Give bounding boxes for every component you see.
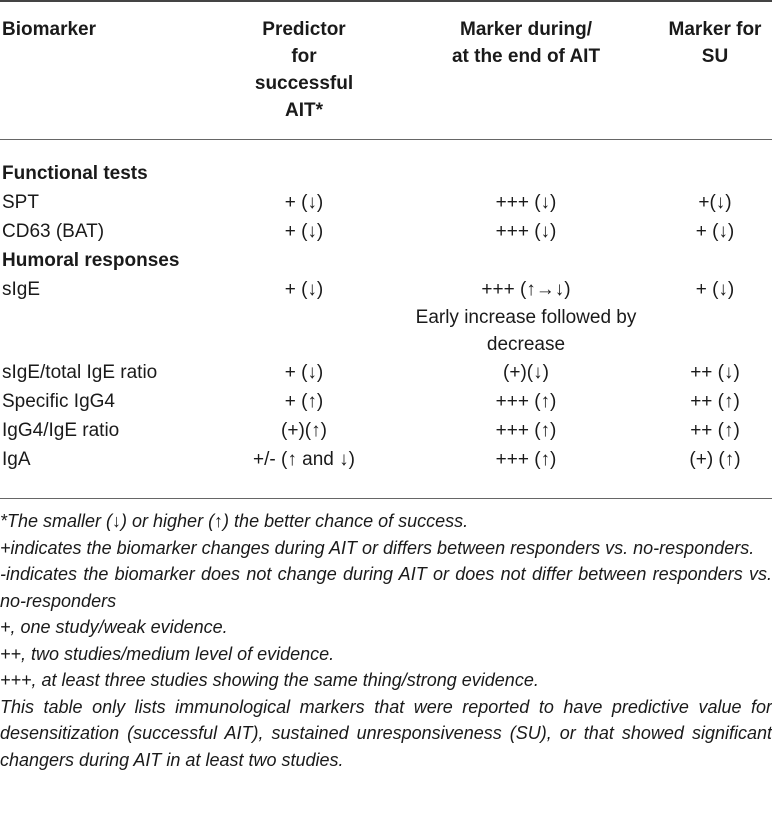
predictor-value: + (↓) [284,221,324,242]
su-value: ++ (↑) [690,391,740,412]
during-value: +++ (↑) [495,420,557,441]
biomarker-name: Specific IgG4 [2,391,115,412]
biomarker-name: CD63 (BAT) [2,221,105,242]
during-value: +++ (↓) [495,221,557,242]
during-value: (+)(↓) [503,362,549,383]
predictor-value: + (↓) [284,279,324,300]
biomarker-name: IgG4/IgE ratio [2,420,120,441]
su-value: + (↓) [695,221,735,242]
during-value [394,275,658,358]
su-value: +(↓) [698,192,732,213]
su-value: ++ (↑) [690,420,740,441]
footnote: ++, two studies/medium level of evidence. [0,643,335,664]
predictor-value: (+)(↑) [281,420,327,441]
section-title: Humoral responses [2,250,180,271]
header-marker-during: Marker during/ at the end of AIT [451,19,601,67]
footnote: +indicates the biomarker changes during AIT or differs between responders vs. no-responders. [0,537,755,558]
during-value: +++ (↑) [495,391,557,412]
biomarker-name: SPT [2,192,39,213]
biomarker-name: sIgE [2,279,41,300]
table-row [0,416,772,445]
biomarker-name: IgA [2,449,31,470]
footnote: *The smaller (↓) or higher (↑) the better chance of success. [0,511,469,531]
predictor-value: + (↓) [284,192,324,213]
header-row [0,0,772,139]
section-row [0,139,772,188]
footnote: +++, at least three studies showing the same thing/strong evidence. [0,670,539,690]
section-row [0,246,772,275]
header-marker-su: Marker for SU [668,19,762,67]
footnote: -indicates the biomarker does not change during AIT or does not differ between responders vs. no-responders [0,564,772,611]
footnote: +, one study/weak evidence. [0,617,228,637]
during-value: +++ (↑) [495,449,557,470]
predictor-value: + (↓) [284,362,324,383]
during-value-text: +++ (↑→↓) [481,279,571,300]
table-row [0,275,772,358]
during-note: Early increase followed by decrease [415,307,637,355]
section-title: Functional tests [2,163,148,184]
footnote: This table only lists immunological markers that were reported to have predictive value for desensitization (successful AIT), sustained unresponsiveness (SU), or that showed significant changers during AIT in at least two studies. [0,696,772,770]
header-predictor: Predictor for successful AIT* [254,19,354,121]
su-value: + (↓) [695,279,735,300]
table-row [0,445,772,474]
su-value: (+) (↑) [689,449,741,470]
table-row [0,358,772,387]
predictor-value: +/- (↑ and ↓) [253,449,355,470]
table-row [0,217,772,246]
table-row [0,387,772,416]
table-footnotes [0,508,772,773]
table-bottom-rule [0,498,772,499]
su-value: ++ (↓) [690,362,740,383]
header-biomarker: Biomarker [2,19,96,40]
biomarker-name: sIgE/total IgE ratio [2,362,158,383]
predictor-value: + (↑) [284,391,324,412]
table-row [0,188,772,217]
during-value: +++ (↓) [495,192,557,213]
